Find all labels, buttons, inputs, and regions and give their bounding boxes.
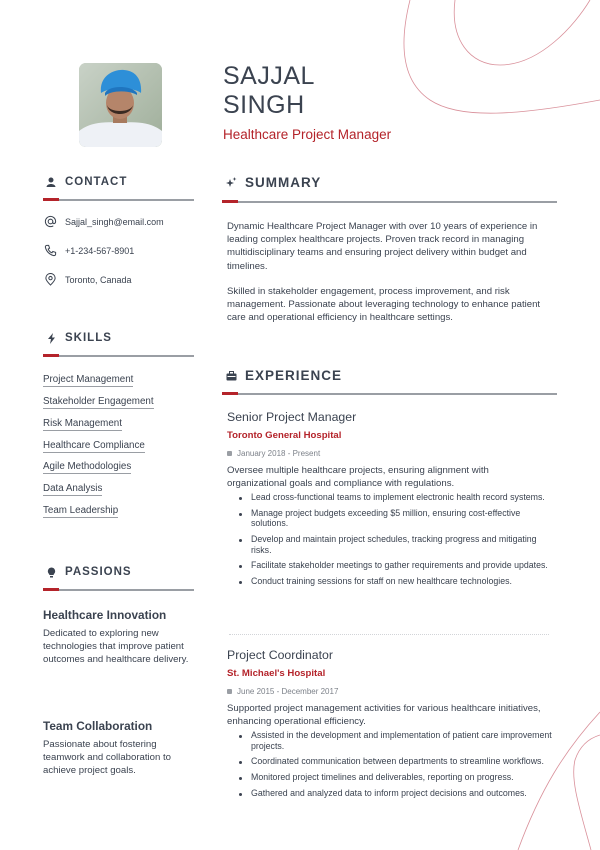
location-value: Toronto, Canada xyxy=(65,274,132,285)
summary-heading xyxy=(225,175,321,190)
skill-item: Team Leadership xyxy=(43,505,119,516)
person-icon xyxy=(45,176,57,188)
lightning-icon xyxy=(45,332,57,344)
contact-heading xyxy=(45,176,127,188)
skill-item: Data Analysis xyxy=(43,483,103,494)
job-dates xyxy=(227,687,338,696)
bullet-item: Coordinated communication between departments to streamline workflows. xyxy=(239,756,559,767)
skill-item: Agile Methodologies xyxy=(43,461,132,472)
briefcase-icon xyxy=(225,370,237,382)
bullet-item: Facilitate stakeholder meetings to gather requirements and provide updates. xyxy=(239,560,559,571)
location-pin-icon xyxy=(44,273,57,286)
contact-divider xyxy=(43,199,194,201)
passion-title: Healthcare Innovation xyxy=(43,608,167,622)
job-title: Senior Project Manager xyxy=(227,410,357,424)
passion-description: Dedicated to exploring new technologies that improve patient outcomes and healthcare delivery. xyxy=(43,628,189,665)
summary-heading-label: SUMMARY xyxy=(245,175,322,190)
job-bullets xyxy=(239,492,559,592)
passions-divider xyxy=(43,589,194,591)
job-company: St. Michael's Hospital xyxy=(227,668,326,679)
contact-phone[interactable] xyxy=(44,244,134,257)
bullet-item: Assisted in the development and implementation of patient care improvement projects. xyxy=(239,730,559,752)
calendar-icon xyxy=(227,689,232,694)
phone-value: +1-234-567-8901 xyxy=(65,245,135,256)
calendar-icon xyxy=(227,451,232,456)
experience-divider xyxy=(222,393,557,395)
bullet-item: Monitored project timelines and deliverables, reporting on progress. xyxy=(239,772,559,783)
job-dates-text: June 2015 - December 2017 xyxy=(237,687,339,696)
name-last: SINGH xyxy=(223,91,305,119)
job-description: Supported project management activities for various healthcare initiatives, enhancing operational efficiency. xyxy=(227,703,541,727)
job-company: Toronto General Hospital xyxy=(227,430,342,441)
skills-divider xyxy=(43,355,194,357)
email-value: Sajjal_singh@email.com xyxy=(65,216,164,227)
candidate-name xyxy=(223,62,315,120)
summary-paragraph: Skilled in stakeholder engagement, process improvement, and risk management. Passionate about leveraging technology to enhance patient care and operational efficiency in healthcare settings. xyxy=(227,286,541,324)
summary-divider xyxy=(222,201,557,203)
at-icon xyxy=(44,215,57,228)
bullet-item: Manage project budgets exceeding $5 million, ensuring cost-effective solutions. xyxy=(239,508,559,530)
phone-icon xyxy=(44,244,57,257)
bullet-item: Conduct training sessions for staff on new healthcare technologies. xyxy=(239,576,559,587)
skill-item: Healthcare Compliance xyxy=(43,440,145,451)
job-separator xyxy=(229,634,549,635)
skill-item: Risk Management xyxy=(43,418,122,429)
sparkle-icon xyxy=(225,177,237,189)
job-description: Oversee multiple healthcare projects, ensuring alignment with organizational goals and compliance with regulations. xyxy=(227,465,489,489)
skill-item: Stakeholder Engagement xyxy=(43,396,154,407)
name-first: SAJJAL xyxy=(223,62,315,90)
job-title: Project Coordinator xyxy=(227,648,333,662)
passions-heading xyxy=(45,566,132,578)
passions-heading-label: PASSIONS xyxy=(65,566,132,578)
job-title: Healthcare Project Manager xyxy=(223,127,392,142)
skills-heading-label: SKILLS xyxy=(65,332,112,344)
job-dates-text: January 2018 - Present xyxy=(237,449,321,458)
summary-paragraph: Dynamic Healthcare Project Manager with over 10 years of experience in leading complex healthcare projects. Proven track record in managing multidisciplinary teams and ensuring project delivery within budget and timelines. xyxy=(227,221,538,272)
experience-heading xyxy=(225,368,342,383)
job-dates xyxy=(227,449,320,458)
contact-email[interactable] xyxy=(44,215,164,228)
profile-photo xyxy=(79,63,162,147)
bullet-item: Develop and maintain project schedules, tracking progress and mitigating risks. xyxy=(239,534,559,556)
lightbulb-icon xyxy=(45,566,57,578)
experience-heading-label: EXPERIENCE xyxy=(245,368,343,383)
bullet-item: Gathered and analyzed data to inform project decisions and outcomes. xyxy=(239,788,559,799)
skills-heading xyxy=(45,332,112,344)
skill-item: Project Management xyxy=(43,374,134,385)
bullet-item: Lead cross-functional teams to implement electronic health record systems. xyxy=(239,492,559,503)
contact-heading-label: CONTACT xyxy=(65,176,128,188)
contact-location xyxy=(44,273,132,286)
job-bullets xyxy=(239,730,559,803)
passion-description: Passionate about fostering teamwork and collaboration to achieve project goals. xyxy=(43,739,171,776)
passion-title: Team Collaboration xyxy=(43,719,153,733)
